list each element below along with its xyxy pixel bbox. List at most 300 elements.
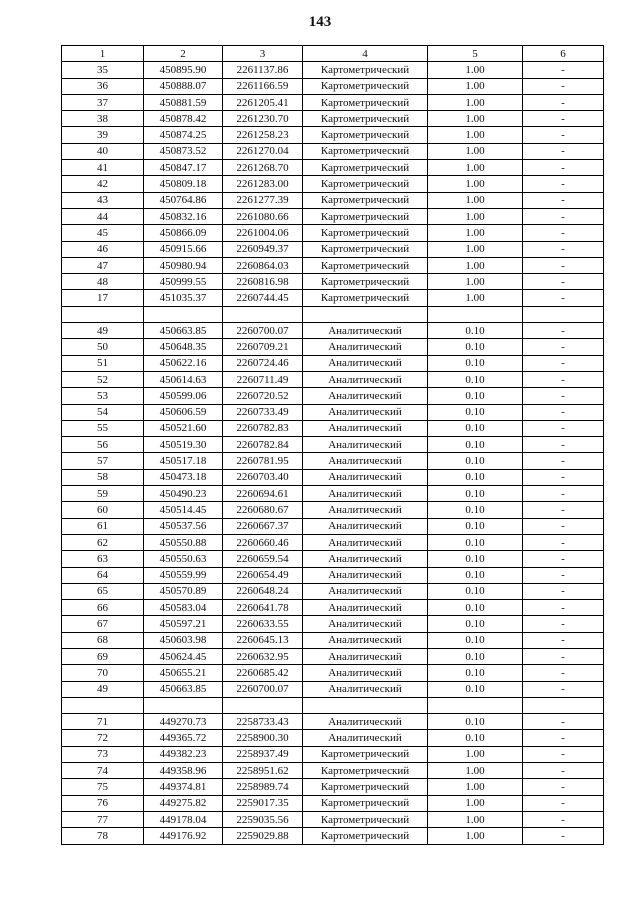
method-cell: Аналитический	[303, 616, 428, 632]
method-cell: Картометрический	[303, 828, 428, 844]
y-coordinate-cell: 2261004.06	[223, 225, 303, 241]
point-number-cell: 66	[62, 600, 144, 616]
x-coordinate-cell: 449275.82	[144, 795, 223, 811]
method-cell: Картометрический	[303, 225, 428, 241]
y-coordinate-cell: 2261205.41	[223, 94, 303, 110]
accuracy-cell: 1.00	[428, 94, 523, 110]
y-coordinate-cell: 2260711.49	[223, 371, 303, 387]
y-coordinate-cell: 2261137.86	[223, 62, 303, 78]
point-number-cell: 49	[62, 323, 144, 339]
method-cell: Аналитический	[303, 486, 428, 502]
note-cell: -	[523, 534, 604, 550]
table-row	[62, 583, 604, 599]
x-coordinate-cell: 450878.42	[144, 111, 223, 127]
note-cell: -	[523, 763, 604, 779]
x-coordinate-cell: 450873.52	[144, 143, 223, 159]
point-number-cell: 56	[62, 437, 144, 453]
table-row	[62, 534, 604, 550]
method-cell: Аналитический	[303, 339, 428, 355]
note-cell: -	[523, 94, 604, 110]
x-coordinate-cell: 450866.09	[144, 225, 223, 241]
x-coordinate-cell: 449374.81	[144, 779, 223, 795]
note-cell: -	[523, 502, 604, 518]
accuracy-cell: 1.00	[428, 290, 523, 306]
table-row	[62, 241, 604, 257]
x-coordinate-cell: 450663.85	[144, 681, 223, 697]
y-coordinate-cell: 2258951.62	[223, 763, 303, 779]
accuracy-cell: 0.10	[428, 518, 523, 534]
accuracy-cell: 0.10	[428, 648, 523, 664]
note-cell: -	[523, 437, 604, 453]
table-row	[62, 111, 604, 127]
y-coordinate-cell: 2258900.30	[223, 730, 303, 746]
table-row	[62, 437, 604, 453]
table-row	[62, 746, 604, 762]
y-coordinate-cell: 2260782.84	[223, 437, 303, 453]
y-coordinate-cell	[223, 697, 303, 713]
accuracy-cell: 0.10	[428, 486, 523, 502]
table-row	[62, 665, 604, 681]
table-row	[62, 176, 604, 192]
point-number-cell: 71	[62, 714, 144, 730]
table-row	[62, 567, 604, 583]
method-cell: Аналитический	[303, 567, 428, 583]
point-number-cell: 78	[62, 828, 144, 844]
table-row	[62, 420, 604, 436]
table-row	[62, 469, 604, 485]
method-cell: Картометрический	[303, 746, 428, 762]
point-number-cell: 76	[62, 795, 144, 811]
note-cell: -	[523, 469, 604, 485]
accuracy-cell: 1.00	[428, 208, 523, 224]
table-row	[62, 257, 604, 273]
y-coordinate-cell: 2260645.13	[223, 632, 303, 648]
header-cell: 1	[62, 46, 144, 62]
x-coordinate-cell: 450895.90	[144, 62, 223, 78]
y-coordinate-cell: 2260641.78	[223, 600, 303, 616]
y-coordinate-cell: 2261283.00	[223, 176, 303, 192]
x-coordinate-cell: 450915.66	[144, 241, 223, 257]
x-coordinate-cell: 450764.86	[144, 192, 223, 208]
method-cell: Аналитический	[303, 534, 428, 550]
table-row	[62, 730, 604, 746]
note-cell: -	[523, 257, 604, 273]
method-cell: Аналитический	[303, 469, 428, 485]
point-number-cell: 68	[62, 632, 144, 648]
note-cell: -	[523, 241, 604, 257]
method-cell: Картометрический	[303, 779, 428, 795]
note-cell: -	[523, 160, 604, 176]
y-coordinate-cell: 2258733.43	[223, 714, 303, 730]
x-coordinate-cell: 450517.18	[144, 453, 223, 469]
table-row	[62, 795, 604, 811]
table-row	[62, 339, 604, 355]
y-coordinate-cell: 2260660.46	[223, 534, 303, 550]
x-coordinate-cell: 450663.85	[144, 323, 223, 339]
note-cell: -	[523, 111, 604, 127]
note-cell	[523, 306, 604, 322]
note-cell: -	[523, 730, 604, 746]
x-coordinate-cell: 450655.21	[144, 665, 223, 681]
accuracy-cell: 1.00	[428, 795, 523, 811]
x-coordinate-cell: 450514.45	[144, 502, 223, 518]
table-row	[62, 616, 604, 632]
accuracy-cell: 1.00	[428, 225, 523, 241]
note-cell: -	[523, 648, 604, 664]
point-number-cell	[62, 306, 144, 322]
table-row	[62, 600, 604, 616]
point-number-cell: 50	[62, 339, 144, 355]
method-cell: Картометрический	[303, 78, 428, 94]
point-number-cell: 36	[62, 78, 144, 94]
method-cell: Картометрический	[303, 62, 428, 78]
point-number-cell: 49	[62, 681, 144, 697]
table-row	[62, 371, 604, 387]
point-number-cell: 59	[62, 486, 144, 502]
y-coordinate-cell: 2260648.24	[223, 583, 303, 599]
separator-row	[62, 697, 604, 713]
y-coordinate-cell: 2258937.49	[223, 746, 303, 762]
table-row	[62, 323, 604, 339]
method-cell: Аналитический	[303, 355, 428, 371]
note-cell: -	[523, 62, 604, 78]
x-coordinate-cell: 450980.94	[144, 257, 223, 273]
note-cell: -	[523, 779, 604, 795]
method-cell: Аналитический	[303, 323, 428, 339]
method-cell: Картометрический	[303, 241, 428, 257]
x-coordinate-cell: 450537.56	[144, 518, 223, 534]
method-cell: Аналитический	[303, 437, 428, 453]
accuracy-cell: 0.10	[428, 616, 523, 632]
accuracy-cell: 0.10	[428, 502, 523, 518]
method-cell: Аналитический	[303, 371, 428, 387]
accuracy-cell: 0.10	[428, 420, 523, 436]
point-number-cell: 40	[62, 143, 144, 159]
y-coordinate-cell: 2260720.52	[223, 388, 303, 404]
accuracy-cell: 1.00	[428, 828, 523, 844]
accuracy-cell	[428, 697, 523, 713]
method-cell: Аналитический	[303, 502, 428, 518]
x-coordinate-cell: 450583.04	[144, 600, 223, 616]
y-coordinate-cell: 2261230.70	[223, 111, 303, 127]
note-cell: -	[523, 127, 604, 143]
method-cell	[303, 697, 428, 713]
note-cell: -	[523, 208, 604, 224]
method-cell: Аналитический	[303, 665, 428, 681]
accuracy-cell: 1.00	[428, 192, 523, 208]
point-number-cell: 35	[62, 62, 144, 78]
table-row	[62, 127, 604, 143]
table-row	[62, 355, 604, 371]
point-number-cell: 42	[62, 176, 144, 192]
accuracy-cell: 0.10	[428, 388, 523, 404]
accuracy-cell: 0.10	[428, 665, 523, 681]
point-number-cell: 60	[62, 502, 144, 518]
method-cell: Аналитический	[303, 730, 428, 746]
point-number-cell: 37	[62, 94, 144, 110]
x-coordinate-cell: 450521.60	[144, 420, 223, 436]
table-row	[62, 779, 604, 795]
point-number-cell: 72	[62, 730, 144, 746]
accuracy-cell: 1.00	[428, 78, 523, 94]
point-number-cell: 44	[62, 208, 144, 224]
method-cell: Аналитический	[303, 600, 428, 616]
method-cell	[303, 306, 428, 322]
separator-row	[62, 306, 604, 322]
point-number-cell: 57	[62, 453, 144, 469]
point-number-cell: 61	[62, 518, 144, 534]
x-coordinate-cell: 449270.73	[144, 714, 223, 730]
x-coordinate-cell: 450597.21	[144, 616, 223, 632]
x-coordinate-cell: 450888.07	[144, 78, 223, 94]
point-number-cell: 48	[62, 274, 144, 290]
page-number: 143	[308, 14, 332, 30]
y-coordinate-cell: 2260864.03	[223, 257, 303, 273]
note-cell: -	[523, 551, 604, 567]
note-cell: -	[523, 714, 604, 730]
note-cell: -	[523, 192, 604, 208]
table-row	[62, 225, 604, 241]
method-cell: Картометрический	[303, 143, 428, 159]
accuracy-cell: 0.10	[428, 632, 523, 648]
note-cell: -	[523, 681, 604, 697]
table-row	[62, 62, 604, 78]
point-number-cell: 51	[62, 355, 144, 371]
x-coordinate-cell: 450606.59	[144, 404, 223, 420]
accuracy-cell: 0.10	[428, 355, 523, 371]
y-coordinate-cell: 2259017.35	[223, 795, 303, 811]
accuracy-cell: 1.00	[428, 143, 523, 159]
accuracy-cell: 0.10	[428, 567, 523, 583]
accuracy-cell: 1.00	[428, 176, 523, 192]
accuracy-cell: 1.00	[428, 257, 523, 273]
table-row	[62, 453, 604, 469]
accuracy-cell: 0.10	[428, 714, 523, 730]
y-coordinate-cell: 2260700.07	[223, 323, 303, 339]
method-cell: Картометрический	[303, 795, 428, 811]
point-number-cell: 65	[62, 583, 144, 599]
note-cell: -	[523, 339, 604, 355]
note-cell: -	[523, 665, 604, 681]
note-cell: -	[523, 225, 604, 241]
accuracy-cell	[428, 306, 523, 322]
point-number-cell: 54	[62, 404, 144, 420]
x-coordinate-cell: 450624.45	[144, 648, 223, 664]
y-coordinate-cell: 2260744.45	[223, 290, 303, 306]
x-coordinate-cell: 450622.16	[144, 355, 223, 371]
note-cell: -	[523, 828, 604, 844]
x-coordinate-cell: 449365.72	[144, 730, 223, 746]
y-coordinate-cell: 2261258.23	[223, 127, 303, 143]
table-row	[62, 94, 604, 110]
point-number-cell: 17	[62, 290, 144, 306]
method-cell: Картометрический	[303, 274, 428, 290]
header-cell: 5	[428, 46, 523, 62]
y-coordinate-cell: 2261080.66	[223, 208, 303, 224]
table-row	[62, 811, 604, 827]
point-number-cell: 43	[62, 192, 144, 208]
accuracy-cell: 0.10	[428, 730, 523, 746]
table-row	[62, 160, 604, 176]
note-cell: -	[523, 616, 604, 632]
x-coordinate-cell: 450603.98	[144, 632, 223, 648]
note-cell: -	[523, 746, 604, 762]
x-coordinate-cell: 450881.59	[144, 94, 223, 110]
x-coordinate-cell: 450999.55	[144, 274, 223, 290]
table-row	[62, 681, 604, 697]
accuracy-cell: 0.10	[428, 323, 523, 339]
accuracy-cell: 0.10	[428, 681, 523, 697]
accuracy-cell: 1.00	[428, 779, 523, 795]
table-row	[62, 714, 604, 730]
note-cell: -	[523, 632, 604, 648]
y-coordinate-cell: 2258989.74	[223, 779, 303, 795]
method-cell: Картометрический	[303, 94, 428, 110]
x-coordinate-cell: 450832.16	[144, 208, 223, 224]
accuracy-cell: 0.10	[428, 469, 523, 485]
table-row	[62, 551, 604, 567]
note-cell: -	[523, 274, 604, 290]
point-number-cell: 70	[62, 665, 144, 681]
method-cell: Картометрический	[303, 176, 428, 192]
method-cell: Аналитический	[303, 388, 428, 404]
x-coordinate-cell: 450599.06	[144, 388, 223, 404]
table-row	[62, 648, 604, 664]
point-number-cell: 39	[62, 127, 144, 143]
note-cell: -	[523, 371, 604, 387]
method-cell: Аналитический	[303, 404, 428, 420]
y-coordinate-cell: 2260694.61	[223, 486, 303, 502]
method-cell: Аналитический	[303, 518, 428, 534]
y-coordinate-cell: 2261268.70	[223, 160, 303, 176]
coordinates-table	[61, 45, 604, 845]
method-cell: Аналитический	[303, 551, 428, 567]
note-cell: -	[523, 176, 604, 192]
point-number-cell: 77	[62, 811, 144, 827]
point-number-cell: 64	[62, 567, 144, 583]
method-cell: Картометрический	[303, 763, 428, 779]
method-cell: Картометрический	[303, 208, 428, 224]
point-number-cell: 38	[62, 111, 144, 127]
y-coordinate-cell: 2260680.67	[223, 502, 303, 518]
note-cell: -	[523, 583, 604, 599]
table-row	[62, 388, 604, 404]
note-cell: -	[523, 355, 604, 371]
accuracy-cell: 1.00	[428, 241, 523, 257]
point-number-cell: 73	[62, 746, 144, 762]
table-row	[62, 518, 604, 534]
table-row	[62, 502, 604, 518]
table-row	[62, 763, 604, 779]
method-cell: Картометрический	[303, 290, 428, 306]
accuracy-cell: 0.10	[428, 339, 523, 355]
point-number-cell: 46	[62, 241, 144, 257]
point-number-cell: 74	[62, 763, 144, 779]
x-coordinate-cell: 450648.35	[144, 339, 223, 355]
note-cell	[523, 697, 604, 713]
y-coordinate-cell: 2259029.88	[223, 828, 303, 844]
accuracy-cell: 1.00	[428, 62, 523, 78]
x-coordinate-cell: 449358.96	[144, 763, 223, 779]
accuracy-cell: 0.10	[428, 437, 523, 453]
point-number-cell: 63	[62, 551, 144, 567]
x-coordinate-cell: 450550.63	[144, 551, 223, 567]
table-row	[62, 290, 604, 306]
method-cell: Аналитический	[303, 632, 428, 648]
point-number-cell: 41	[62, 160, 144, 176]
note-cell: -	[523, 388, 604, 404]
table-row	[62, 143, 604, 159]
table-header-row	[62, 46, 604, 62]
accuracy-cell: 0.10	[428, 583, 523, 599]
header-cell: 6	[523, 46, 604, 62]
y-coordinate-cell: 2260667.37	[223, 518, 303, 534]
y-coordinate-cell: 2260700.07	[223, 681, 303, 697]
note-cell: -	[523, 323, 604, 339]
point-number-cell: 53	[62, 388, 144, 404]
note-cell: -	[523, 486, 604, 502]
table-row	[62, 404, 604, 420]
header-cell: 4	[303, 46, 428, 62]
method-cell: Аналитический	[303, 681, 428, 697]
accuracy-cell: 1.00	[428, 111, 523, 127]
method-cell: Аналитический	[303, 420, 428, 436]
accuracy-cell: 0.10	[428, 371, 523, 387]
y-coordinate-cell: 2260659.54	[223, 551, 303, 567]
method-cell: Картометрический	[303, 160, 428, 176]
y-coordinate-cell: 2260949.37	[223, 241, 303, 257]
x-coordinate-cell: 451035.37	[144, 290, 223, 306]
method-cell: Картометрический	[303, 811, 428, 827]
y-coordinate-cell: 2261270.04	[223, 143, 303, 159]
x-coordinate-cell: 450614.63	[144, 371, 223, 387]
y-coordinate-cell: 2260782.83	[223, 420, 303, 436]
accuracy-cell: 0.10	[428, 534, 523, 550]
accuracy-cell: 1.00	[428, 160, 523, 176]
x-coordinate-cell	[144, 306, 223, 322]
accuracy-cell: 1.00	[428, 763, 523, 779]
x-coordinate-cell: 450490.23	[144, 486, 223, 502]
note-cell: -	[523, 78, 604, 94]
y-coordinate-cell: 2261166.59	[223, 78, 303, 94]
point-number-cell: 62	[62, 534, 144, 550]
x-coordinate-cell: 450559.99	[144, 567, 223, 583]
method-cell: Картометрический	[303, 257, 428, 273]
table-row	[62, 192, 604, 208]
accuracy-cell: 1.00	[428, 274, 523, 290]
y-coordinate-cell: 2260685.42	[223, 665, 303, 681]
x-coordinate-cell: 450847.17	[144, 160, 223, 176]
note-cell: -	[523, 404, 604, 420]
table-row	[62, 828, 604, 844]
y-coordinate-cell: 2260703.40	[223, 469, 303, 485]
method-cell: Аналитический	[303, 453, 428, 469]
y-coordinate-cell: 2260724.46	[223, 355, 303, 371]
accuracy-cell: 1.00	[428, 746, 523, 762]
x-coordinate-cell: 450809.18	[144, 176, 223, 192]
x-coordinate-cell: 450550.88	[144, 534, 223, 550]
y-coordinate-cell: 2260654.49	[223, 567, 303, 583]
header-cell: 2	[144, 46, 223, 62]
x-coordinate-cell: 450570.89	[144, 583, 223, 599]
header-cell: 3	[223, 46, 303, 62]
y-coordinate-cell: 2261277.39	[223, 192, 303, 208]
table-row	[62, 78, 604, 94]
table-row	[62, 486, 604, 502]
y-coordinate-cell: 2260733.49	[223, 404, 303, 420]
point-number-cell	[62, 697, 144, 713]
x-coordinate-cell: 450473.18	[144, 469, 223, 485]
